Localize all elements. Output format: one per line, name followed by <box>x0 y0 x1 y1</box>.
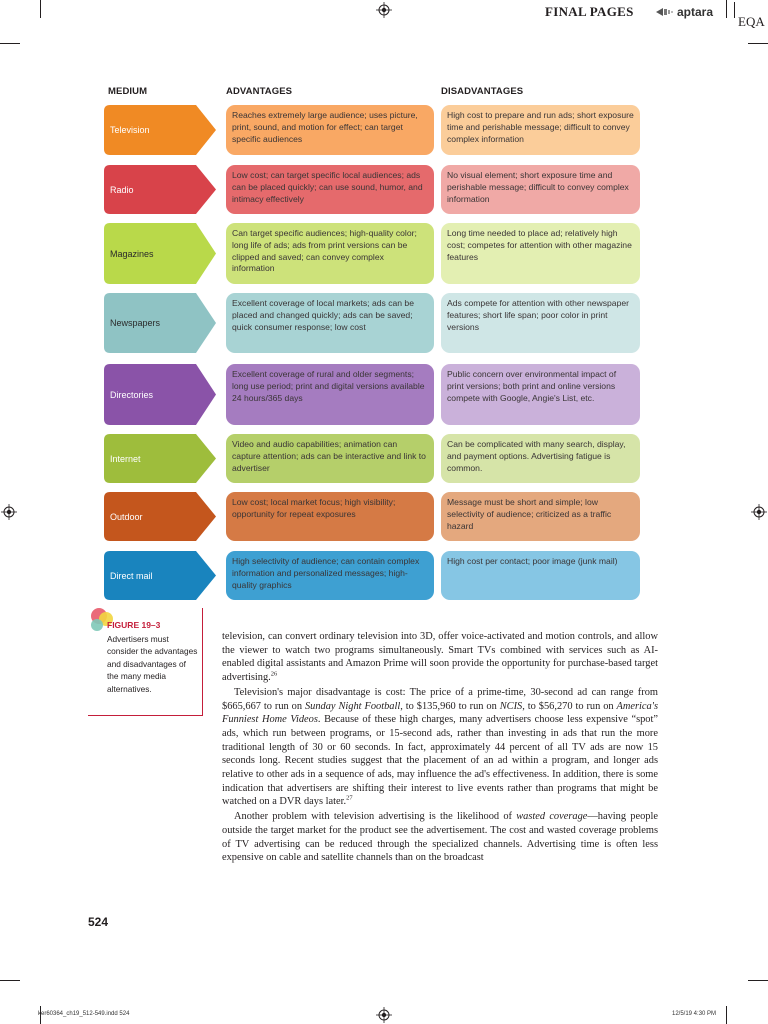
aptara-brand-text: aptara <box>677 5 714 19</box>
final-pages-label: FINAL PAGES <box>545 4 634 19</box>
medium-arrow-label <box>104 551 216 600</box>
registration-mark-icon <box>376 1007 392 1023</box>
medium-arrow-label <box>104 105 216 155</box>
registration-mark-icon <box>751 504 767 520</box>
crop-mark <box>0 43 20 44</box>
advantages-cell: Low cost; can target specific local audiences; ads can be placed quickly; can use sound, humor, and intimacy effectively <box>226 165 434 214</box>
date-slug: 12/5/19 4:30 PM <box>672 1011 717 1017</box>
page-number: 524 <box>88 915 109 929</box>
media-row <box>104 434 640 483</box>
medium-arrow-label <box>104 223 216 284</box>
disadvantages-cell: Long time needed to place ad; relatively high cost; competes for attention with other magazine features <box>441 223 640 284</box>
media-row <box>104 105 640 155</box>
medium-arrow-label <box>104 364 216 425</box>
header-divider <box>734 2 735 18</box>
program-title: America's Funniest Home Videos <box>222 700 658 726</box>
program-title: NCIS <box>499 700 523 712</box>
program-title: Sunday Night Football <box>304 700 401 712</box>
advantages-cell: Can target specific audiences; high-quality color; long life of ads; ads from print versions can be clipped and saved; can convey complex information <box>226 223 434 284</box>
eqa-label: EQA <box>738 14 765 29</box>
medium-name: Direct mail <box>110 570 153 581</box>
figure-caption: Advertisers must consider the advantages and disadvantages of the many media alternatives. <box>107 634 198 694</box>
advantages-cell: Excellent coverage of rural and older segments; long use period; print and digital versions available 24 hours/365 days <box>226 364 434 425</box>
media-row <box>104 492 640 541</box>
medium-arrow-label <box>104 492 216 541</box>
key-term: wasted coverage <box>516 811 588 823</box>
footnote-ref: 26 <box>270 670 278 678</box>
paragraph-text: . Because of these high charges, many advertisers choose less expensive “spot” ads, which run between programs, or 15-second ads, rather than investing in ads that run the more traditional length of 30 or 60 seconds. In fact, approximately 44 percent of all TV ads are now 15 seconds long. Recent studies suggest that the placement of an ad within a program, and longer ads relative to other ads in a sequence of ads, may influence the ad's effectiveness. In addition, there is some indication that advertisers are shifting their interest to live events rather than programs that might be watched on a DVR days later. <box>222 714 659 808</box>
registration-mark-icon <box>1 504 17 520</box>
medium-name: Internet <box>110 453 141 464</box>
advantages-column-header: ADVANTAGES <box>226 86 293 97</box>
disadvantages-cell: High cost to prepare and run ads; short exposure time and perishable message; difficult to convey complex information <box>441 105 640 155</box>
crop-mark <box>0 980 20 981</box>
paragraph-text: —having people outside the target market for the product see the advertisement. The cost and wasted coverage problems of TV advertising can be reduced through the specialized channels. Advertising time is often less expensive on cable and satellite channels than on the broadcast <box>222 811 658 864</box>
registration-mark-icon <box>376 2 392 18</box>
medium-column-header: MEDIUM <box>108 86 148 97</box>
figure-label: FIGURE 19–3 <box>107 620 161 630</box>
media-row <box>104 364 640 425</box>
medium-name: Newspapers <box>110 318 161 328</box>
disadvantages-cell: Can be complicated with many search, display, and payment options. Advertising fatigue is common. <box>441 434 640 483</box>
medium-name: Directories <box>110 389 154 400</box>
medium-name: Magazines <box>110 248 154 259</box>
disadvantages-cell: Public concern over environmental impact of print versions; both print and online versions compete with Google, Angie's List, etc. <box>441 364 640 425</box>
disadvantages-cell: No visual element; short exposure time and perishable message; difficult to convey complex information <box>441 165 640 214</box>
medium-arrow-label <box>104 293 216 353</box>
crop-mark <box>726 1006 727 1024</box>
media-row <box>104 165 640 214</box>
medium-name: Radio <box>110 184 134 195</box>
paragraph <box>222 686 658 809</box>
advantages-cell: Excellent coverage of local markets; ads can be placed and changed quickly; ads can be saved; quick consumer response; low cost <box>226 293 434 353</box>
advantages-cell: Reaches extremely large audience; uses picture, print, sound, and motion for effect; can target specific audiences <box>226 105 434 155</box>
paragraph-text: Television's major disadvantage is cost: The price of a prime-time, 30-second ad can range from $665,667 to run on <box>222 686 658 712</box>
media-row <box>104 223 640 284</box>
crop-mark <box>748 43 768 44</box>
crop-mark <box>726 0 727 18</box>
paragraph-text: , to $56,270 to run on <box>522 700 617 712</box>
aptara-logo <box>656 5 713 19</box>
footnote-ref: 27 <box>346 794 353 802</box>
media-row <box>104 551 640 600</box>
disadvantages-cell: Ads compete for attention with other newspaper features; short life span; poor color in print versions <box>441 293 640 353</box>
advantages-cell: Video and audio capabilities; animation can capture attention; ads can be interactive and link to advertiser <box>226 434 434 483</box>
media-row <box>104 293 640 353</box>
medium-name: Television <box>110 125 150 135</box>
body-text <box>222 630 658 865</box>
paragraph-text: Another problem with television advertising is the likelihood of <box>234 811 517 823</box>
disadvantages-cell: Message must be short and simple; low selectivity of audience; criticized as a traffic hazard <box>441 492 640 541</box>
disadvantages-column-header: DISADVANTAGES <box>441 86 524 97</box>
advantages-cell: High selectivity of audience; can contain complex information and personalized messages; high-quality graphics <box>226 551 434 600</box>
paragraph <box>222 630 658 685</box>
medium-arrow-label <box>104 165 216 214</box>
file-slug: ker60364_ch19_512-549.indd 524 <box>38 1011 130 1017</box>
paragraph-text: television, can convert ordinary television into 3D, offer voice-activated and motion controls, and allow the viewer to watch two programs simultaneously. Smart TVs combined with services such as AI-enabled digital assistants and Amazon Prime will soon provide the opportunity for purchase-based target advertising. <box>222 631 658 684</box>
paragraph-text: , to $135,960 to run on <box>400 700 500 712</box>
disadvantages-cell: High cost per contact; poor image (junk mail) <box>441 551 640 600</box>
medium-name: Outdoor <box>110 511 143 522</box>
crop-mark <box>40 0 41 18</box>
aptara-logo-icon <box>656 7 674 17</box>
paragraph <box>222 810 658 865</box>
crop-mark <box>748 980 768 981</box>
medium-arrow-label <box>104 434 216 483</box>
advantages-cell: Low cost; local market focus; high visibility; opportunity for repeat exposures <box>226 492 434 541</box>
